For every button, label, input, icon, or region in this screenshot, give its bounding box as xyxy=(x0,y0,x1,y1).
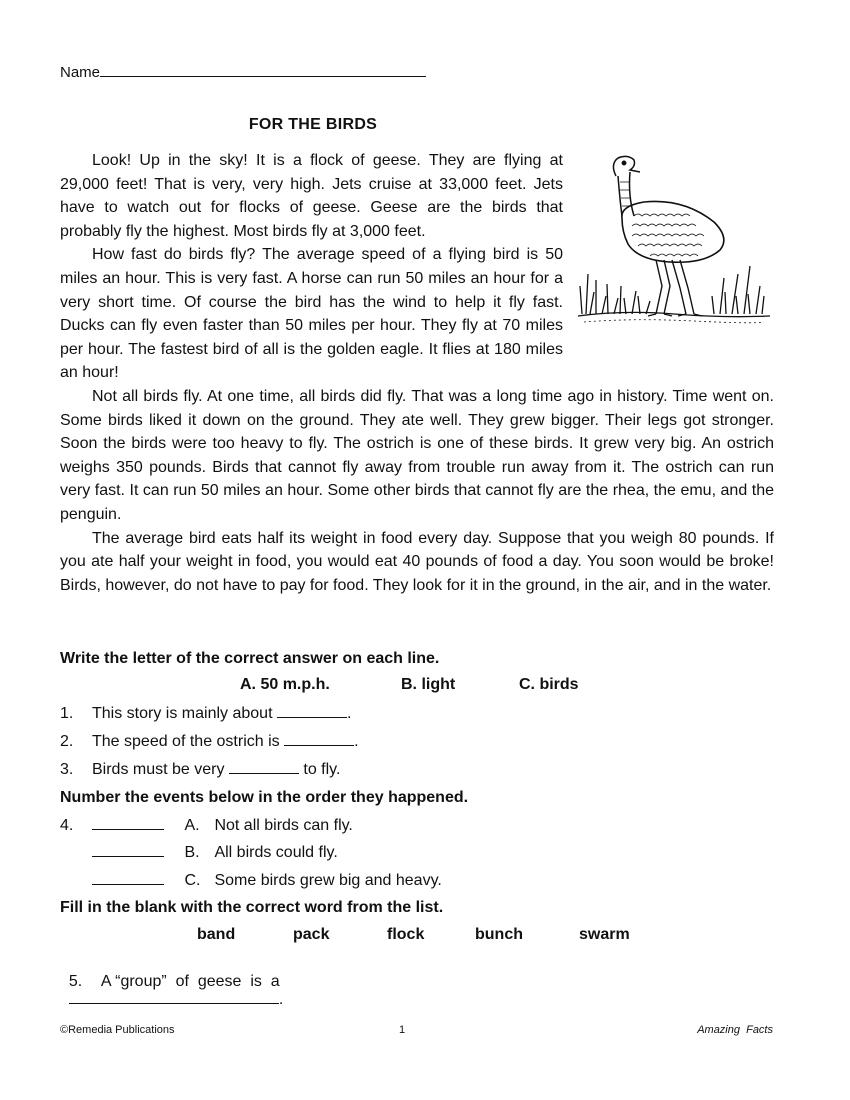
instruction-1: Write the letter of the correct answer on each line. xyxy=(60,650,440,667)
page-title: FOR THE BIRDS xyxy=(248,116,378,133)
footer-page-number: 1 xyxy=(399,1024,406,1036)
story-paragraph-2: How fast do birds fly? The average speed of a flying bird is 50 miles an hour. This is very fast. A horse can run 50 miles an hour for a very short time. Of course the bird has the wind to help it fly fast. Ducks can fly even faster than 50 miles per hour. They fly at 70 miles per hour. The fastest bird of all is the golden eagle. It flies at 180 miles an hour! xyxy=(60,246,563,382)
question-number: 2. xyxy=(60,733,74,750)
event-letter: B. xyxy=(184,844,200,861)
story-paragraph-4: The average bird eats half its weight in food every day. Suppose that you weigh 80 pounds. If you ate half your weight in food, you would eat 40 pounds of food a day. You soon would be broke! Birds, however, do not have to pay for food. They look for it in the ground, in the air, and in the water. xyxy=(60,529,774,594)
choice-b: B. light xyxy=(401,676,456,693)
question-suffix: . xyxy=(278,991,284,1008)
answer-blank[interactable] xyxy=(284,733,354,746)
question-suffix: to fly. xyxy=(303,761,341,778)
event-b xyxy=(92,844,338,862)
word-flock: flock xyxy=(387,926,425,943)
order-blank[interactable] xyxy=(92,817,164,830)
event-text: All birds could fly. xyxy=(214,844,338,861)
footer-publisher: ©Remedia Publications xyxy=(60,1024,175,1036)
order-blank[interactable] xyxy=(92,872,164,885)
word-band: band xyxy=(197,926,236,943)
story-paragraph-3: Not all birds fly. At one time, all birds did fly. That was a long time ago in history. Time went on. Some birds liked it down on the ground. They ate well. They grew bigger. Their legs got stronger. Soon the birds were too heavy to fly. The ostrich is one of these birds. It grew very big. An ostrich weighs 350 pounds. Birds that cannot fly away from trouble run away from it. The ostrich can run very fast. It can run 50 miles an hour. Some other birds that cannot fly are the rhea, the emu, and the penguin. xyxy=(60,387,774,523)
story xyxy=(60,149,774,597)
word-pack: pack xyxy=(293,926,330,943)
word-bunch: bunch xyxy=(475,926,523,943)
question-text: The speed of the ostrich is xyxy=(92,733,280,750)
order-blank[interactable] xyxy=(92,844,164,857)
choice-c: C. birds xyxy=(519,676,579,693)
question-text: This story is mainly about xyxy=(92,705,273,722)
name-label: Name xyxy=(60,64,101,81)
event-c xyxy=(92,872,442,890)
event-letter: A. xyxy=(184,817,200,834)
question-3 xyxy=(60,761,340,779)
question-suffix: . xyxy=(354,733,359,750)
question-suffix: . xyxy=(346,705,352,722)
question-number: 1. xyxy=(60,705,74,722)
name-field[interactable] xyxy=(100,64,426,77)
name-row xyxy=(60,64,426,81)
answer-blank[interactable] xyxy=(69,991,279,1004)
question-5 xyxy=(60,955,283,1009)
question-2 xyxy=(60,733,359,751)
question-1 xyxy=(60,705,351,723)
event-text: Not all birds can fly. xyxy=(214,817,353,834)
story-paragraph-1: Look! Up in the sky! It is a flock of geese. They are flying at 29,000 feet! That is very, very high. Jets cruise at 33,000 feet. Jets have to watch out for flocks of geese. Geese are the birds that probably fly the highest. Most birds fly at 3,000 feet. xyxy=(60,152,563,240)
event-letter: C. xyxy=(184,872,201,889)
instruction-3: Fill in the blank with the correct word from the list. xyxy=(60,899,444,916)
word-swarm: swarm xyxy=(579,926,630,943)
question-4-number: 4. xyxy=(60,817,74,834)
footer-book-title: Amazing Facts xyxy=(697,1024,773,1036)
question-text: A “group” of geese is a xyxy=(100,973,280,990)
question-number: 3. xyxy=(60,761,74,778)
instruction-2: Number the events below in the order they happened. xyxy=(60,789,469,806)
choice-a: A. 50 m.p.h. xyxy=(240,676,330,693)
answer-blank[interactable] xyxy=(277,705,347,718)
answer-blank[interactable] xyxy=(229,761,299,774)
question-number: 5. xyxy=(68,973,83,990)
event-text: Some birds grew big and heavy. xyxy=(214,872,442,889)
question-text: Birds must be very xyxy=(92,761,225,778)
event-a xyxy=(92,817,353,835)
